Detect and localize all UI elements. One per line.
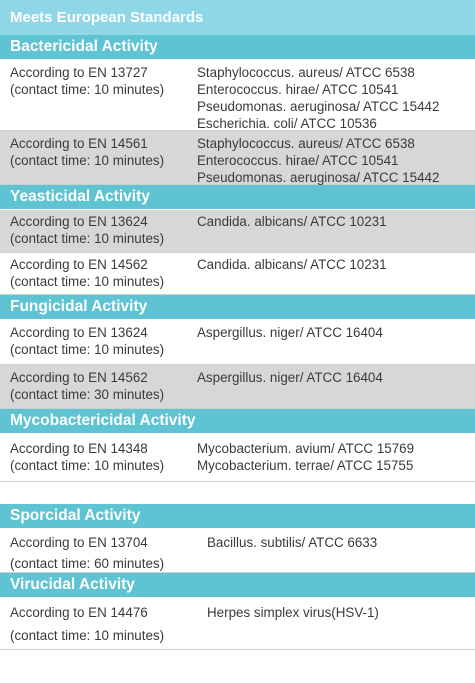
standard-cell	[0, 604, 187, 649]
standard-cell	[0, 369, 187, 408]
standard-label: According to EN 13624	[10, 325, 148, 340]
organisms-cell	[187, 135, 475, 184]
organism-item: Mycobacterium. terrae/ ATCC 15755	[197, 458, 414, 473]
organisms-cell	[187, 369, 475, 408]
organism-item: Candida. albicans/ ATCC 10231	[197, 257, 387, 272]
standard-label: According to EN 13727	[10, 65, 148, 80]
contact-time: (contact time: 10 minutes)	[10, 82, 165, 97]
contact-time: (contact time: 10 minutes)	[10, 274, 165, 289]
standard-label: According to EN 14562	[10, 257, 148, 272]
section-header: Sporcidal Activity	[0, 504, 475, 529]
organism-item: Enterococcus. hirae/ ATCC 10541	[197, 153, 399, 168]
organism-item: Bacillus. subtilis/ ATCC 6633	[207, 535, 378, 550]
organisms-cell	[187, 324, 475, 364]
organisms-cell	[187, 256, 475, 294]
organism-item: Herpes simplex virus(HSV-1)	[207, 605, 379, 620]
table-row	[0, 320, 475, 365]
section-spacer	[0, 482, 475, 504]
organism-item: Staphylococcus. aureus/ ATCC 6538	[197, 136, 415, 151]
organism-item: Pseudomonas. aeruginosa/ ATCC 15442	[197, 99, 440, 114]
standard-label: According to EN 13704	[10, 535, 148, 550]
organisms-cell	[187, 534, 475, 572]
organisms-cell	[187, 64, 475, 130]
organism-item: Enterococcus. hirae/ ATCC 10541	[197, 82, 399, 97]
standard-label: According to EN 14561	[10, 136, 148, 151]
table-row	[0, 210, 475, 253]
section-header: Mycobactericidal Activity	[0, 409, 475, 434]
standard-label: According to EN 13624	[10, 214, 148, 229]
organism-item: Mycobacterium. avium/ ATCC 15769	[197, 441, 415, 456]
table-row	[0, 598, 475, 650]
organism-item: Aspergillus. niger/ ATCC 16404	[197, 370, 383, 385]
table-row	[0, 131, 475, 185]
contact-time: (contact time: 10 minutes)	[10, 628, 165, 643]
table-row	[0, 434, 475, 482]
standard-label: According to EN 14562	[10, 370, 148, 385]
standard-cell	[0, 324, 187, 364]
table-row	[0, 253, 475, 295]
organism-item: Candida. albicans/ ATCC 10231	[197, 214, 387, 229]
section-header: Bactericidal Activity	[0, 35, 475, 60]
organism-item: Staphylococcus. aureus/ ATCC 6538	[197, 65, 415, 80]
organism-item: Pseudomonas. aeruginosa/ ATCC 15442	[197, 170, 440, 185]
standard-label: According to EN 14476	[10, 605, 148, 620]
contact-time: (contact time: 30 minutes)	[10, 387, 165, 402]
standard-cell	[0, 64, 187, 130]
table-title: Meets European Standards	[0, 0, 475, 35]
section-header: Virucidal Activity	[0, 573, 475, 598]
table-row	[0, 529, 475, 573]
organism-item: Aspergillus. niger/ ATCC 16404	[197, 325, 383, 340]
standard-cell	[0, 256, 187, 294]
section-header: Yeasticidal Activity	[0, 185, 475, 210]
contact-time: (contact time: 10 minutes)	[10, 153, 165, 168]
standard-cell	[0, 440, 187, 481]
contact-time: (contact time: 60 minutes)	[10, 556, 165, 571]
standard-cell	[0, 534, 187, 572]
contact-time: (contact time: 10 minutes)	[10, 458, 165, 473]
table-row	[0, 365, 475, 409]
organism-item: Escherichia. coli/ ATCC 10536	[197, 116, 377, 131]
organisms-cell	[187, 213, 475, 252]
contact-time: (contact time: 10 minutes)	[10, 231, 165, 246]
section-header: Fungicidal Activity	[0, 295, 475, 320]
organisms-cell	[187, 604, 475, 649]
standard-cell	[0, 135, 187, 184]
table-row	[0, 60, 475, 131]
contact-time: (contact time: 10 minutes)	[10, 342, 165, 357]
sections-container	[0, 35, 475, 650]
standard-cell	[0, 213, 187, 252]
organisms-cell	[187, 440, 475, 481]
standard-label: According to EN 14348	[10, 441, 148, 456]
